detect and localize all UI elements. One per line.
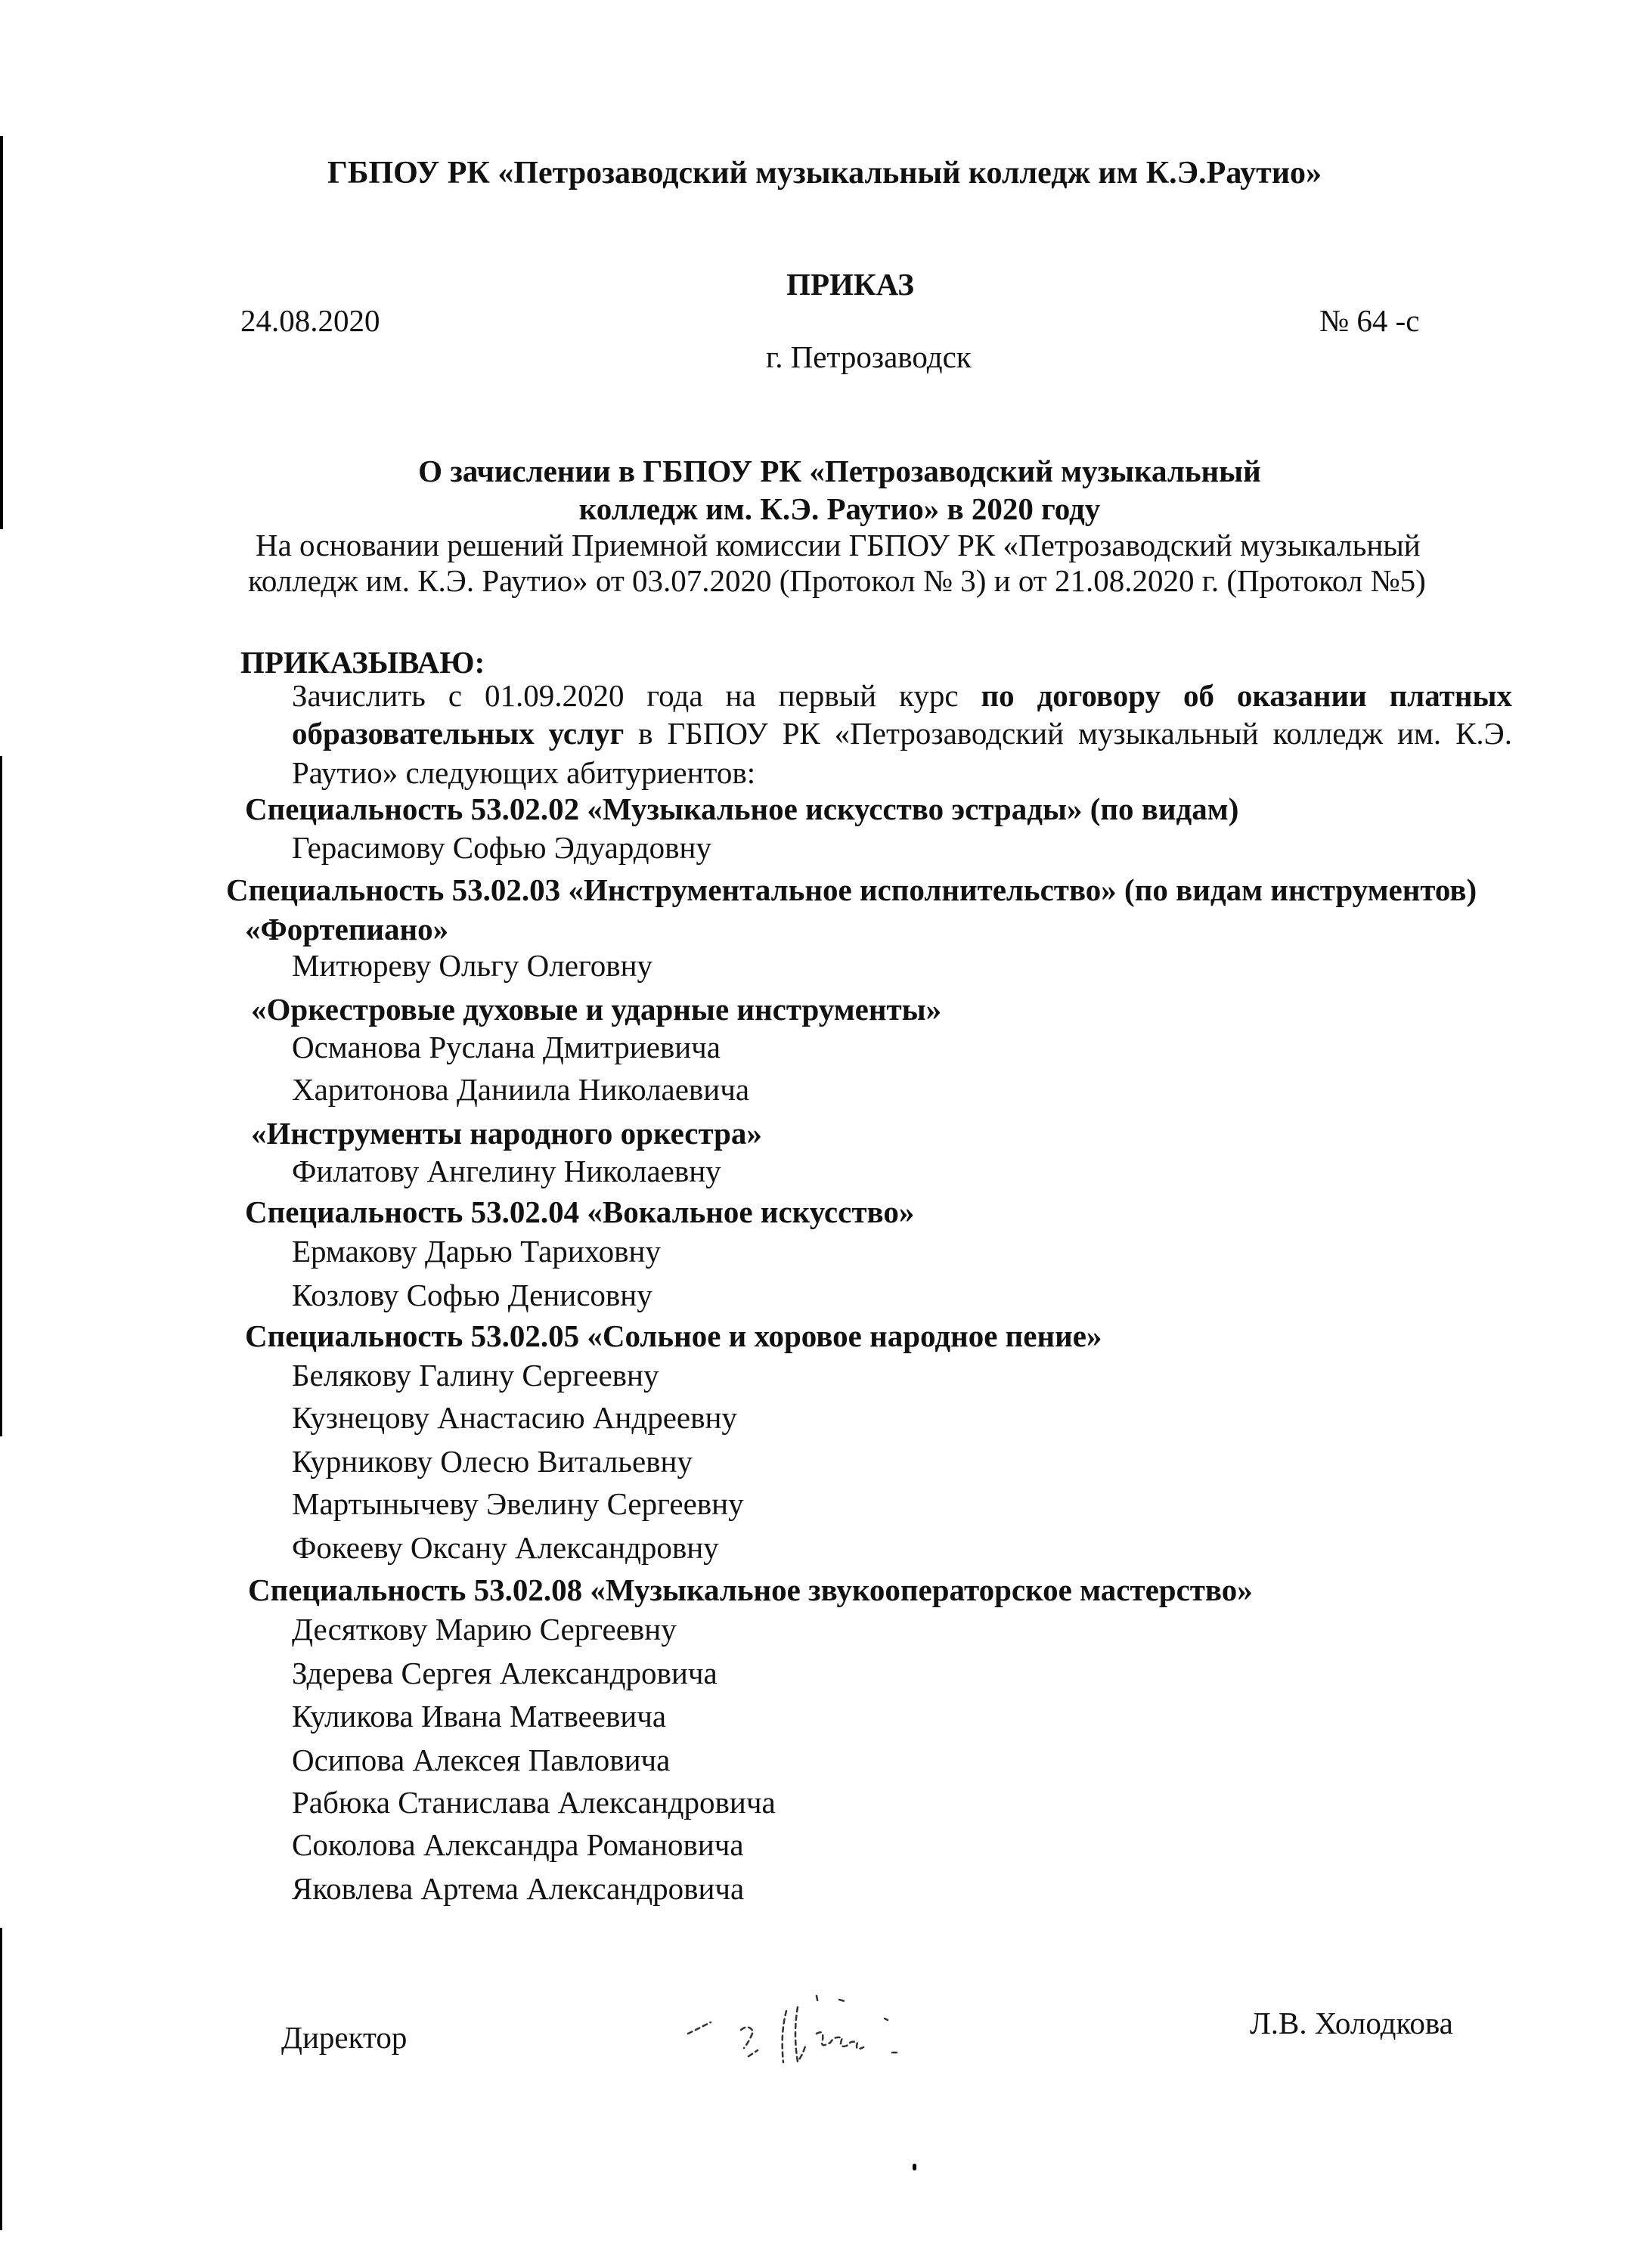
student-name: Филатову Ангелину Николаевну [292,1154,721,1188]
order-paragraph-line-1 [292,677,1512,714]
specialty-heading: Специальность 53.02.04 «Вокальное искусство» [245,1194,915,1229]
student-name: Османова Руслана Дмитриевича [292,1030,721,1064]
scan-edge-mark [0,136,3,529]
student-name: Фокееву Оксану Александровну [292,1530,719,1565]
city: г. Петрозаводск [766,339,972,374]
basis-line-2: колледж им. К.Э. Раутио» от 03.07.2020 (Протокол № 3) и от 21.08.2020 г. (Протокол №5) [248,563,1426,598]
order-title-line-1: О зачислении в ГБПОУ РК «Петрозаводский музыкальный [418,454,1261,488]
student-name: Рабюка Станислава Александровича [292,1785,776,1820]
order-title-line-2: колледж им. К.Э. Раутио» в 2020 году [578,491,1101,526]
instrument-heading: «Фортепиано» [245,912,449,947]
specialty-heading: Специальность 53.02.08 «Музыкальное звукооператорское мастерство» [248,1572,1253,1607]
student-name: Харитонова Даниила Николаевича [292,1072,750,1107]
student-name: Здерева Сергея Александровича [292,1656,718,1690]
student-name: Ермакову Дарью Тариховну [292,1234,661,1269]
order-text-bold: по договору об оказании платных [981,678,1513,713]
specialty-heading: Специальность 53.02.05 «Сольное и хоровое народное пение» [245,1318,1102,1353]
order-paragraph-line-2 [292,715,1512,751]
handwritten-signature [665,1988,953,2079]
student-name: Герасимову Софью Эдуардовну [292,830,711,865]
order-text: Зачислить с 01.09.2020 года на первый курс [292,678,981,713]
student-name: Яковлева Артема Александровича [292,1871,745,1906]
student-name: Куликова Ивана Матвеевича [292,1699,667,1734]
student-name: Десяткову Марию Сергеевну [292,1612,677,1647]
specialty-heading: Специальность 53.02.02 «Музыкальное искусство эстрады» (по видам) [245,792,1239,826]
order-number: № 64 -с [1319,303,1420,338]
student-name: Мартынычеву Эвелину Сергеевну [292,1486,744,1521]
instrument-heading: «Инструменты народного оркестра» [251,1116,762,1151]
specialty-heading: Специальность 53.02.03 «Инструментальное исполнительство» (по видам инструментов) [226,872,1477,907]
student-name: Курникову Олесю Витальевну [292,1444,693,1479]
student-name: Митюреву Ольгу Олеговну [292,948,653,983]
student-name: Козлову Софью Денисовну [292,1278,652,1312]
student-name: Кузнецову Анастасию Андреевну [292,1400,737,1435]
instrument-heading: «Оркестровые духовые и ударные инструменты» [251,992,942,1027]
scan-dot [913,2164,916,2170]
scan-edge-mark [0,1928,2,2230]
document-type: ПРИКАЗ [786,267,914,302]
order-heading: ПРИКАЗЫВАЮ: [240,645,485,680]
student-name: Соколова Александра Романовича [292,1827,744,1862]
order-paragraph-line-3: Раутио» следующих абитуриентов: [292,755,756,790]
signer-position: Директор [281,2020,408,2055]
order-text-bold: образовательных услуг [292,716,625,751]
scan-edge-mark [0,756,2,1436]
signer-name: Л.В. Холодкова [1250,2006,1453,2040]
order-date: 24.08.2020 [240,303,380,338]
student-name: Осипова Алексея Павловича [292,1743,671,1777]
organization-header: ГБПОУ РК «Петрозаводский музыкальный колледж им К.Э.Раутио» [327,156,1322,191]
order-text: в ГБПОУ РК «Петрозаводский музыкальный колледж им. К.Э. [624,716,1512,751]
student-name: Белякову Галину Сергеевну [292,1358,659,1393]
basis-line-1: На основании решений Приемной комиссии ГБПОУ РК «Петрозаводский музыкальный [256,528,1421,562]
